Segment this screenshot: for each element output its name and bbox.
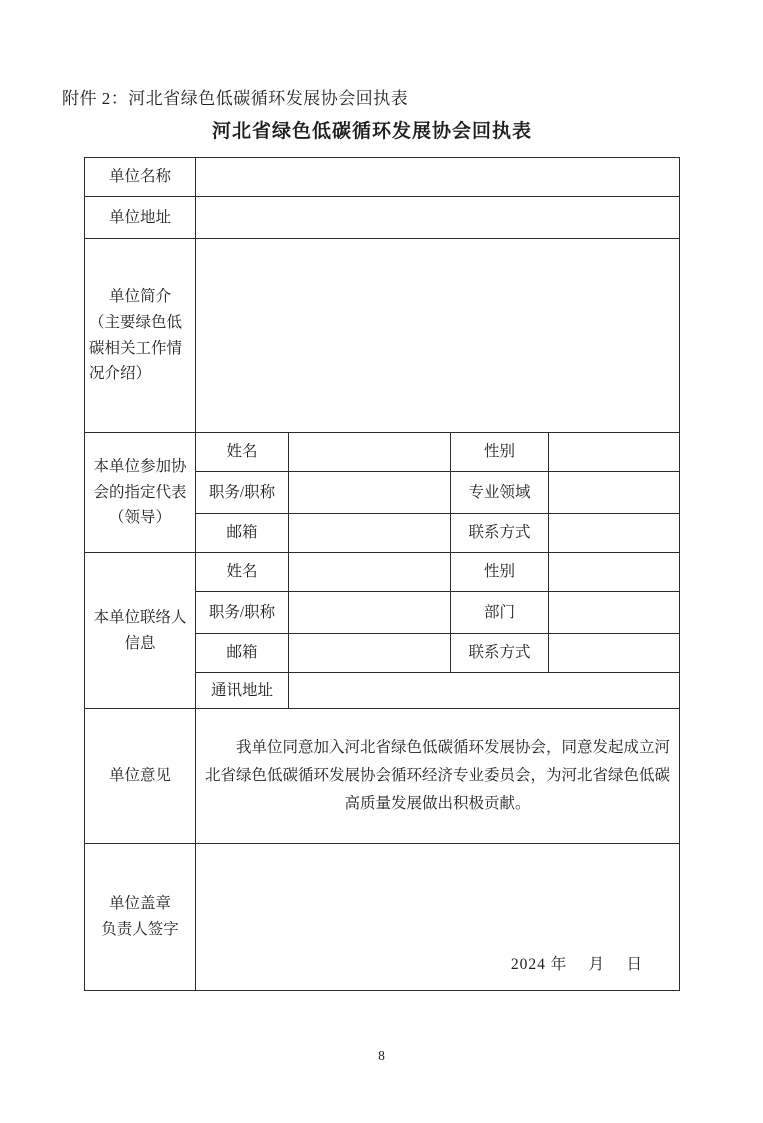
unit-intro-label-cell xyxy=(85,239,196,433)
opinion-text: 我单位同意加入河北省绿色低碳循环发展协会，同意发起成立河北省绿色低碳循环发展协会循环经济专业委员会，为河北省绿色低碳高质量发展做出积极贡献。 xyxy=(204,738,670,813)
seal-label-cell xyxy=(85,844,196,991)
unit-intro-value-cell xyxy=(196,239,680,433)
rep-contact-value-cell xyxy=(549,514,680,553)
contact-department-label-cell: 部门 xyxy=(451,592,549,634)
rep-contact-label-cell: 联系方式 xyxy=(451,514,549,553)
rep-field-label-cell: 专业领域 xyxy=(451,472,549,514)
rep-name-label-cell: 姓名 xyxy=(196,433,289,472)
table-row xyxy=(85,158,680,197)
table-row xyxy=(85,433,680,472)
representative-section-label-cell: 本单位参加协会的指定代表（领导） xyxy=(85,433,196,553)
attachment-heading: 附件 2：河北省绿色低碳循环发展协会回执表 xyxy=(62,89,409,108)
unit-name-value-cell xyxy=(196,158,680,197)
rep-email-label-cell: 邮箱 xyxy=(196,514,289,553)
rep-gender-value-cell xyxy=(549,433,680,472)
seal-area-cell xyxy=(196,844,680,991)
rep-position-value-cell xyxy=(289,472,451,514)
table-row xyxy=(85,197,680,239)
contact-position-label-cell: 职务/职称 xyxy=(196,592,289,634)
rep-email-value-cell xyxy=(289,514,451,553)
contact-email-value-cell xyxy=(289,634,451,673)
rep-position-label-cell: 职务/职称 xyxy=(196,472,289,514)
unit-intro-label-line2: （主要绿色低碳相关工作情况介绍） xyxy=(89,313,183,383)
contact-contact-value-cell xyxy=(549,634,680,673)
opinion-text-cell xyxy=(196,709,680,844)
table-row xyxy=(85,239,680,433)
mailing-address-label-cell: 通讯地址 xyxy=(196,673,289,709)
contact-position-value-cell xyxy=(289,592,451,634)
contact-section-label-cell: 本单位联络人信息 xyxy=(85,553,196,709)
page-title: 河北省绿色低碳循环发展协会回执表 xyxy=(211,121,532,142)
contact-name-value-cell xyxy=(289,553,451,592)
date-line: 2024 年 月 日 xyxy=(510,956,643,974)
rep-gender-label-cell: 性别 xyxy=(451,433,549,472)
table-row xyxy=(85,844,680,991)
mailing-address-value-cell xyxy=(289,673,680,709)
contact-gender-label-cell: 性别 xyxy=(451,553,549,592)
table-row xyxy=(85,709,680,844)
page-number: 8 xyxy=(378,1048,385,1063)
unit-address-label-cell: 单位地址 xyxy=(85,197,196,239)
rep-field-value-cell xyxy=(549,472,680,514)
seal-label-line1: 单位盖章 xyxy=(108,895,171,913)
opinion-label-cell: 单位意见 xyxy=(85,709,196,844)
reply-form-table xyxy=(84,157,680,991)
contact-gender-value-cell xyxy=(549,553,680,592)
seal-label-line2: 负责人签字 xyxy=(101,921,179,938)
unit-address-value-cell xyxy=(196,197,680,239)
contact-name-label-cell: 姓名 xyxy=(196,553,289,592)
contact-contact-label-cell: 联系方式 xyxy=(451,634,549,673)
unit-intro-label-line1: 单位简介 xyxy=(108,288,171,306)
contact-email-label-cell: 邮箱 xyxy=(196,634,289,673)
rep-name-value-cell xyxy=(289,433,451,472)
contact-department-value-cell xyxy=(549,592,680,634)
unit-name-label-cell: 单位名称 xyxy=(85,158,196,197)
table-row xyxy=(85,553,680,592)
